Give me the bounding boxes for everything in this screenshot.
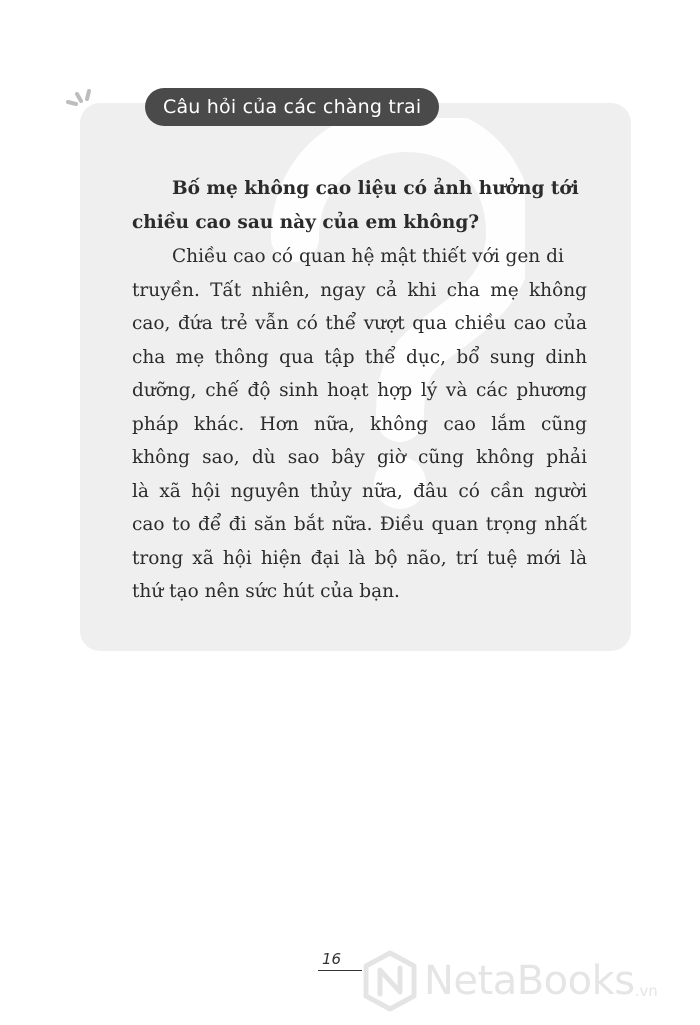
answer-line: cha mẹ thông qua tập thể dục, bổ sung dinh bbox=[132, 346, 587, 368]
answer-line: trong xã hội hiện đại là bộ não, trí tuệ mới là bbox=[132, 547, 587, 569]
watermark-suffix: .vn bbox=[634, 982, 658, 1000]
answer-line: cao to để đi săn bắt nữa. Điều quan trọng nhất bbox=[132, 514, 587, 535]
answer-line: truyền. Tất nhiên, ngay cả khi cha mẹ không bbox=[132, 279, 587, 301]
netabooks-logo-icon bbox=[362, 950, 418, 1012]
page-number-underline bbox=[318, 970, 362, 971]
publisher-watermark bbox=[362, 948, 658, 1014]
answer-line: dưỡng, chế độ sinh hoạt hợp lý và các phương bbox=[132, 380, 587, 401]
answer-line: là xã hội nguyên thủy nữa, đâu có cần người bbox=[132, 480, 587, 502]
answer-line: thứ tạo nên sức hút của bạn. bbox=[132, 581, 400, 602]
watermark-brand: NetaBooks bbox=[424, 958, 635, 1004]
answer-body bbox=[132, 240, 587, 609]
page-number: 16 bbox=[322, 950, 342, 968]
question-heading: Bố mẹ không cao liệu có ảnh hưởng tới chiều cao sau này của em không? bbox=[132, 178, 579, 233]
answer-line: không sao, dù sao bây giờ cũng không phải bbox=[132, 447, 587, 468]
section-tag: Câu hỏi của các chàng trai bbox=[145, 88, 439, 126]
answer-line: cao, đứa trẻ vẫn có thể vượt qua chiều cao của bbox=[132, 313, 587, 334]
answer-line: Chiều cao có quan hệ mật thiết với gen di bbox=[172, 246, 564, 267]
answer-line: pháp khác. Hơn nữa, không cao lắm cũng bbox=[132, 413, 587, 435]
